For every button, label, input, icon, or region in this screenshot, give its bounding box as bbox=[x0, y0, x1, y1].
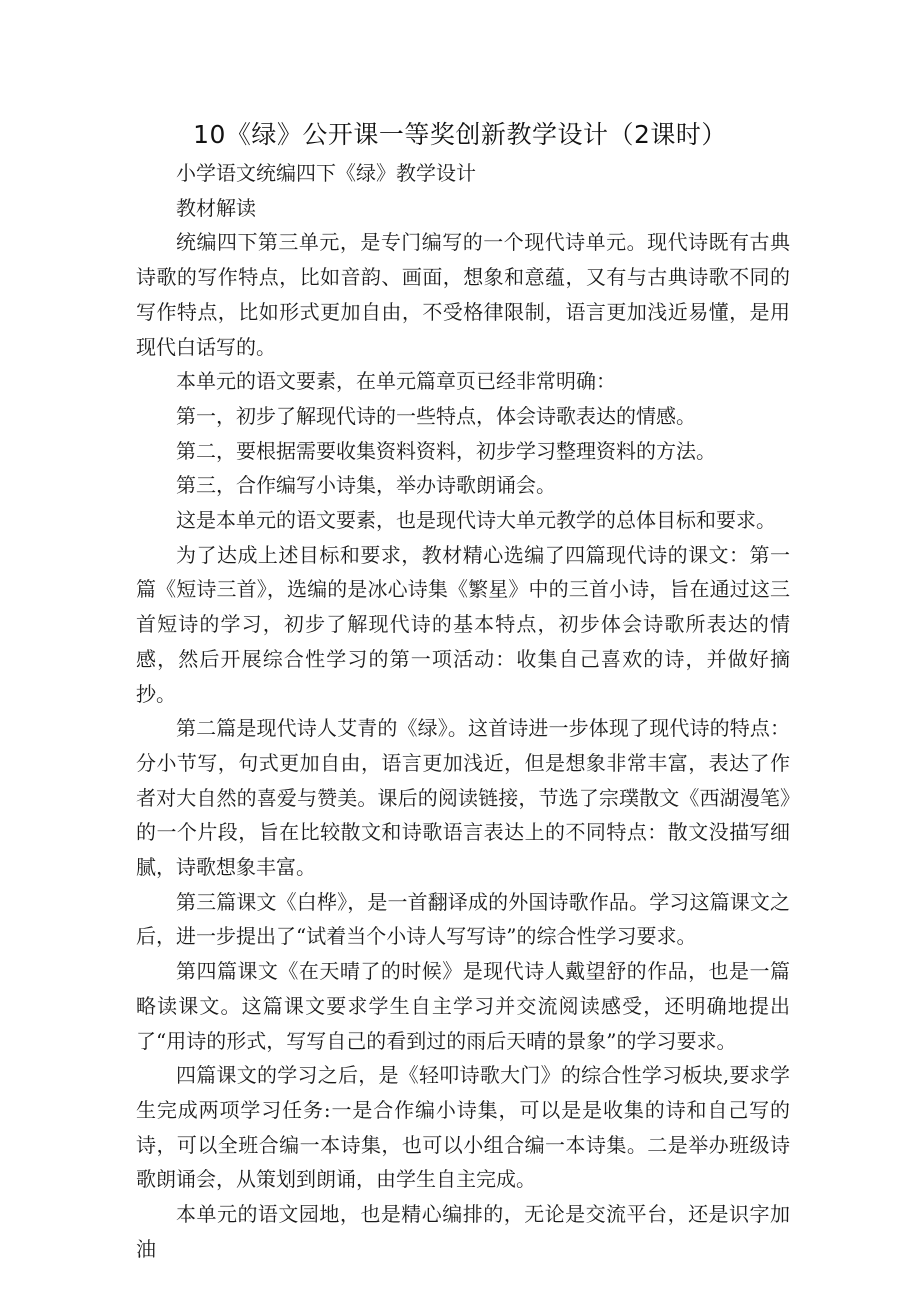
body-paragraph: 第三，合作编写小诗集，举办诗歌朗诵会。 bbox=[176, 473, 556, 498]
body-paragraph: 四篇课文的学习之后，是《轻叩诗歌大门》的综合性学习板块,要求学生完成两项学习任务:一是合作编小诗集，可以是是收集的诗和自己写的诗，可以全班合编一本诗集，也可以小组合编一本诗集。二是举办班级诗歌朗诵会，从策划到朗诵，由学生自主完成。 bbox=[136, 1063, 790, 1192]
section-heading: 教材解读 bbox=[176, 195, 256, 220]
body-paragraph: 这是本单元的语文要素，也是现代诗大单元教学的总体目标和要求。 bbox=[176, 508, 776, 533]
body-paragraph: 第一，初步了解现代诗的一些特点，体会诗歌表达的情感。 bbox=[176, 403, 696, 428]
body-paragraph: 本单元的语文要素，在单元篇章页已经非常明确： bbox=[176, 369, 616, 394]
subtitle-paragraph: 小学语文统编四下《绿》教学设计 bbox=[176, 161, 476, 185]
body-paragraph: 第四篇课文《在天晴了的时候》是现代诗人戴望舒的作品，也是一篇略读课文。这篇课文要求学生自主学习并交流阅读感受，还明确地提出了“用诗的形式，写写自己的看到过的雨后天晴的景象”的学习要求。 bbox=[136, 959, 790, 1053]
body-paragraph: 本单元的语文园地，也是精心编排的，无论是交流平台，还是识字加油 bbox=[136, 1202, 790, 1261]
document-body bbox=[136, 156, 790, 1267]
document-title: 10《绿》公开课一等奖创新教学设计（2课时） bbox=[193, 120, 727, 149]
body-paragraph: 统编四下第三单元，是专门编写的一个现代诗单元。现代诗既有古典诗歌的写作特点，比如音韵、画面，想象和意蕴，又有与古典诗歌不同的写作特点，比如形式更加自由，不受格律限制，语言更加浅近易懂，是用现代白话写的。 bbox=[136, 230, 790, 359]
body-paragraph: 第三篇课文《白桦》，是一首翻译成的外国诗歌作品。学习这篇课文之后，进一步提出了“试着当个小诗人写写诗”的综合性学习要求。 bbox=[136, 889, 790, 949]
body-paragraph: 第二篇是现代诗人艾青的《绿》。这首诗进一步体现了现代诗的特点：分小节写，句式更加自由，语言更加浅近，但是想象非常丰富，表达了作者对大自然的喜爱与赞美。课后的阅读链接，节选了宗璞散文《西湖漫笔》的一个片段，旨在比较散文和诗歌语言表达上的不同特点：散文没描写细腻，诗歌想象丰富。 bbox=[136, 716, 790, 880]
body-paragraph: 为了达成上述目标和要求，教材精心选编了四篇现代诗的课文：第一篇《短诗三首》，选编的是冰心诗集《繁星》中的三首小诗，旨在通过这三首短诗的学习，初步了解现代诗的基本特点，初步体会诗歌所表达的情感，然后开展综合性学习的第一项活动：收集自己喜欢的诗，并做好摘抄。 bbox=[136, 542, 790, 706]
body-paragraph: 第二，要根据需要收集资料资料，初步学习整理资料的方法。 bbox=[176, 438, 716, 463]
